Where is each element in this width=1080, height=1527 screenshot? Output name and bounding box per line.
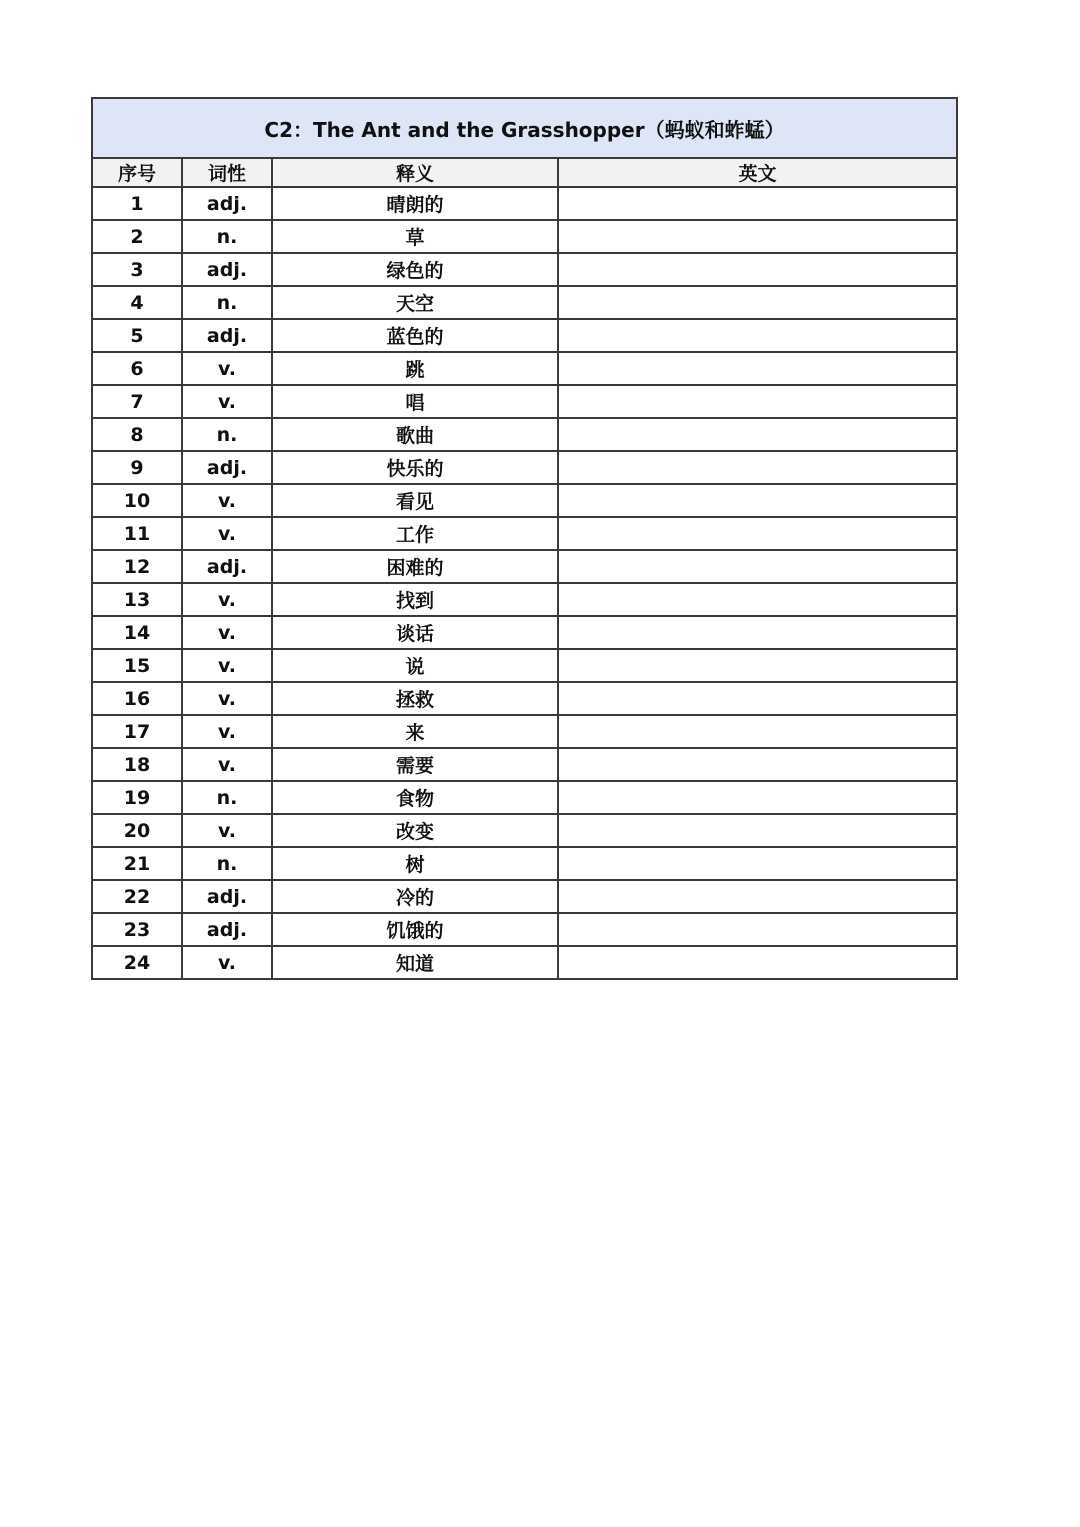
column-header-number: 序号 bbox=[92, 158, 182, 187]
row-number-cell: 5 bbox=[92, 319, 182, 352]
row-number-cell: 24 bbox=[92, 946, 182, 979]
table-row bbox=[92, 649, 957, 682]
row-number-cell: 16 bbox=[92, 682, 182, 715]
row-number-cell: 1 bbox=[92, 187, 182, 220]
meaning-cell: 说 bbox=[272, 649, 558, 682]
part-of-speech-cell: n. bbox=[182, 418, 272, 451]
part-of-speech-cell: v. bbox=[182, 682, 272, 715]
meaning-cell: 食物 bbox=[272, 781, 558, 814]
table-title: C2：The Ant and the Grasshopper（蚂蚁和蚱蜢） bbox=[92, 98, 957, 158]
part-of-speech-cell: adj. bbox=[182, 319, 272, 352]
english-answer-cell[interactable] bbox=[558, 649, 957, 682]
part-of-speech-cell: adj. bbox=[182, 253, 272, 286]
english-answer-cell[interactable] bbox=[558, 220, 957, 253]
part-of-speech-cell: v. bbox=[182, 748, 272, 781]
english-answer-cell[interactable] bbox=[558, 616, 957, 649]
english-answer-cell[interactable] bbox=[558, 880, 957, 913]
english-answer-cell[interactable] bbox=[558, 946, 957, 979]
part-of-speech-cell: adj. bbox=[182, 880, 272, 913]
row-number-cell: 12 bbox=[92, 550, 182, 583]
meaning-cell: 草 bbox=[272, 220, 558, 253]
table-row bbox=[92, 187, 957, 220]
meaning-cell: 谈话 bbox=[272, 616, 558, 649]
table-row bbox=[92, 220, 957, 253]
english-answer-cell[interactable] bbox=[558, 781, 957, 814]
row-number-cell: 11 bbox=[92, 517, 182, 550]
meaning-cell: 改变 bbox=[272, 814, 558, 847]
row-number-cell: 8 bbox=[92, 418, 182, 451]
part-of-speech-cell: adj. bbox=[182, 451, 272, 484]
table-row bbox=[92, 550, 957, 583]
table-row bbox=[92, 880, 957, 913]
meaning-cell: 饥饿的 bbox=[272, 913, 558, 946]
english-answer-cell[interactable] bbox=[558, 418, 957, 451]
row-number-cell: 18 bbox=[92, 748, 182, 781]
meaning-cell: 绿色的 bbox=[272, 253, 558, 286]
english-answer-cell[interactable] bbox=[558, 517, 957, 550]
row-number-cell: 15 bbox=[92, 649, 182, 682]
table-row bbox=[92, 748, 957, 781]
table-row bbox=[92, 913, 957, 946]
table-row bbox=[92, 253, 957, 286]
english-answer-cell[interactable] bbox=[558, 319, 957, 352]
part-of-speech-cell: v. bbox=[182, 517, 272, 550]
table-row bbox=[92, 319, 957, 352]
meaning-cell: 唱 bbox=[272, 385, 558, 418]
english-answer-cell[interactable] bbox=[558, 814, 957, 847]
table-row bbox=[92, 418, 957, 451]
table-row bbox=[92, 616, 957, 649]
meaning-cell: 工作 bbox=[272, 517, 558, 550]
english-answer-cell[interactable] bbox=[558, 385, 957, 418]
part-of-speech-cell: v. bbox=[182, 946, 272, 979]
part-of-speech-cell: v. bbox=[182, 484, 272, 517]
part-of-speech-cell: v. bbox=[182, 385, 272, 418]
english-answer-cell[interactable] bbox=[558, 847, 957, 880]
row-number-cell: 22 bbox=[92, 880, 182, 913]
row-number-cell: 2 bbox=[92, 220, 182, 253]
part-of-speech-cell: n. bbox=[182, 286, 272, 319]
part-of-speech-cell: v. bbox=[182, 649, 272, 682]
english-answer-cell[interactable] bbox=[558, 352, 957, 385]
english-answer-cell[interactable] bbox=[558, 715, 957, 748]
meaning-cell: 看见 bbox=[272, 484, 558, 517]
part-of-speech-cell: n. bbox=[182, 220, 272, 253]
column-header-part-of-speech: 词性 bbox=[182, 158, 272, 187]
title-row bbox=[92, 98, 957, 158]
meaning-cell: 需要 bbox=[272, 748, 558, 781]
english-answer-cell[interactable] bbox=[558, 748, 957, 781]
table-row bbox=[92, 484, 957, 517]
row-number-cell: 7 bbox=[92, 385, 182, 418]
english-answer-cell[interactable] bbox=[558, 583, 957, 616]
row-number-cell: 9 bbox=[92, 451, 182, 484]
part-of-speech-cell: v. bbox=[182, 616, 272, 649]
column-header-english: 英文 bbox=[558, 158, 957, 187]
row-number-cell: 20 bbox=[92, 814, 182, 847]
part-of-speech-cell: v. bbox=[182, 814, 272, 847]
table-row bbox=[92, 781, 957, 814]
table-row bbox=[92, 814, 957, 847]
english-answer-cell[interactable] bbox=[558, 451, 957, 484]
table-row bbox=[92, 286, 957, 319]
english-answer-cell[interactable] bbox=[558, 484, 957, 517]
meaning-cell: 蓝色的 bbox=[272, 319, 558, 352]
english-answer-cell[interactable] bbox=[558, 682, 957, 715]
meaning-cell: 困难的 bbox=[272, 550, 558, 583]
meaning-cell: 快乐的 bbox=[272, 451, 558, 484]
english-answer-cell[interactable] bbox=[558, 286, 957, 319]
english-answer-cell[interactable] bbox=[558, 913, 957, 946]
row-number-cell: 17 bbox=[92, 715, 182, 748]
row-number-cell: 6 bbox=[92, 352, 182, 385]
part-of-speech-cell: v. bbox=[182, 715, 272, 748]
table-row bbox=[92, 715, 957, 748]
meaning-cell: 冷的 bbox=[272, 880, 558, 913]
row-number-cell: 13 bbox=[92, 583, 182, 616]
english-answer-cell[interactable] bbox=[558, 187, 957, 220]
table-row bbox=[92, 451, 957, 484]
row-number-cell: 21 bbox=[92, 847, 182, 880]
row-number-cell: 3 bbox=[92, 253, 182, 286]
row-number-cell: 10 bbox=[92, 484, 182, 517]
row-number-cell: 14 bbox=[92, 616, 182, 649]
vocabulary-table bbox=[91, 97, 958, 980]
meaning-cell: 天空 bbox=[272, 286, 558, 319]
meaning-cell: 知道 bbox=[272, 946, 558, 979]
column-header-meaning: 释义 bbox=[272, 158, 558, 187]
part-of-speech-cell: adj. bbox=[182, 913, 272, 946]
part-of-speech-cell: v. bbox=[182, 352, 272, 385]
header-row bbox=[92, 158, 957, 187]
row-number-cell: 4 bbox=[92, 286, 182, 319]
meaning-cell: 晴朗的 bbox=[272, 187, 558, 220]
table-row bbox=[92, 352, 957, 385]
table-row bbox=[92, 517, 957, 550]
meaning-cell: 树 bbox=[272, 847, 558, 880]
part-of-speech-cell: v. bbox=[182, 583, 272, 616]
part-of-speech-cell: adj. bbox=[182, 550, 272, 583]
part-of-speech-cell: n. bbox=[182, 781, 272, 814]
table-row bbox=[92, 946, 957, 979]
table-row bbox=[92, 682, 957, 715]
meaning-cell: 拯救 bbox=[272, 682, 558, 715]
row-number-cell: 23 bbox=[92, 913, 182, 946]
row-number-cell: 19 bbox=[92, 781, 182, 814]
part-of-speech-cell: n. bbox=[182, 847, 272, 880]
english-answer-cell[interactable] bbox=[558, 253, 957, 286]
meaning-cell: 跳 bbox=[272, 352, 558, 385]
meaning-cell: 找到 bbox=[272, 583, 558, 616]
table-row bbox=[92, 583, 957, 616]
part-of-speech-cell: adj. bbox=[182, 187, 272, 220]
english-answer-cell[interactable] bbox=[558, 550, 957, 583]
meaning-cell: 歌曲 bbox=[272, 418, 558, 451]
table-row bbox=[92, 847, 957, 880]
meaning-cell: 来 bbox=[272, 715, 558, 748]
table-row bbox=[92, 385, 957, 418]
